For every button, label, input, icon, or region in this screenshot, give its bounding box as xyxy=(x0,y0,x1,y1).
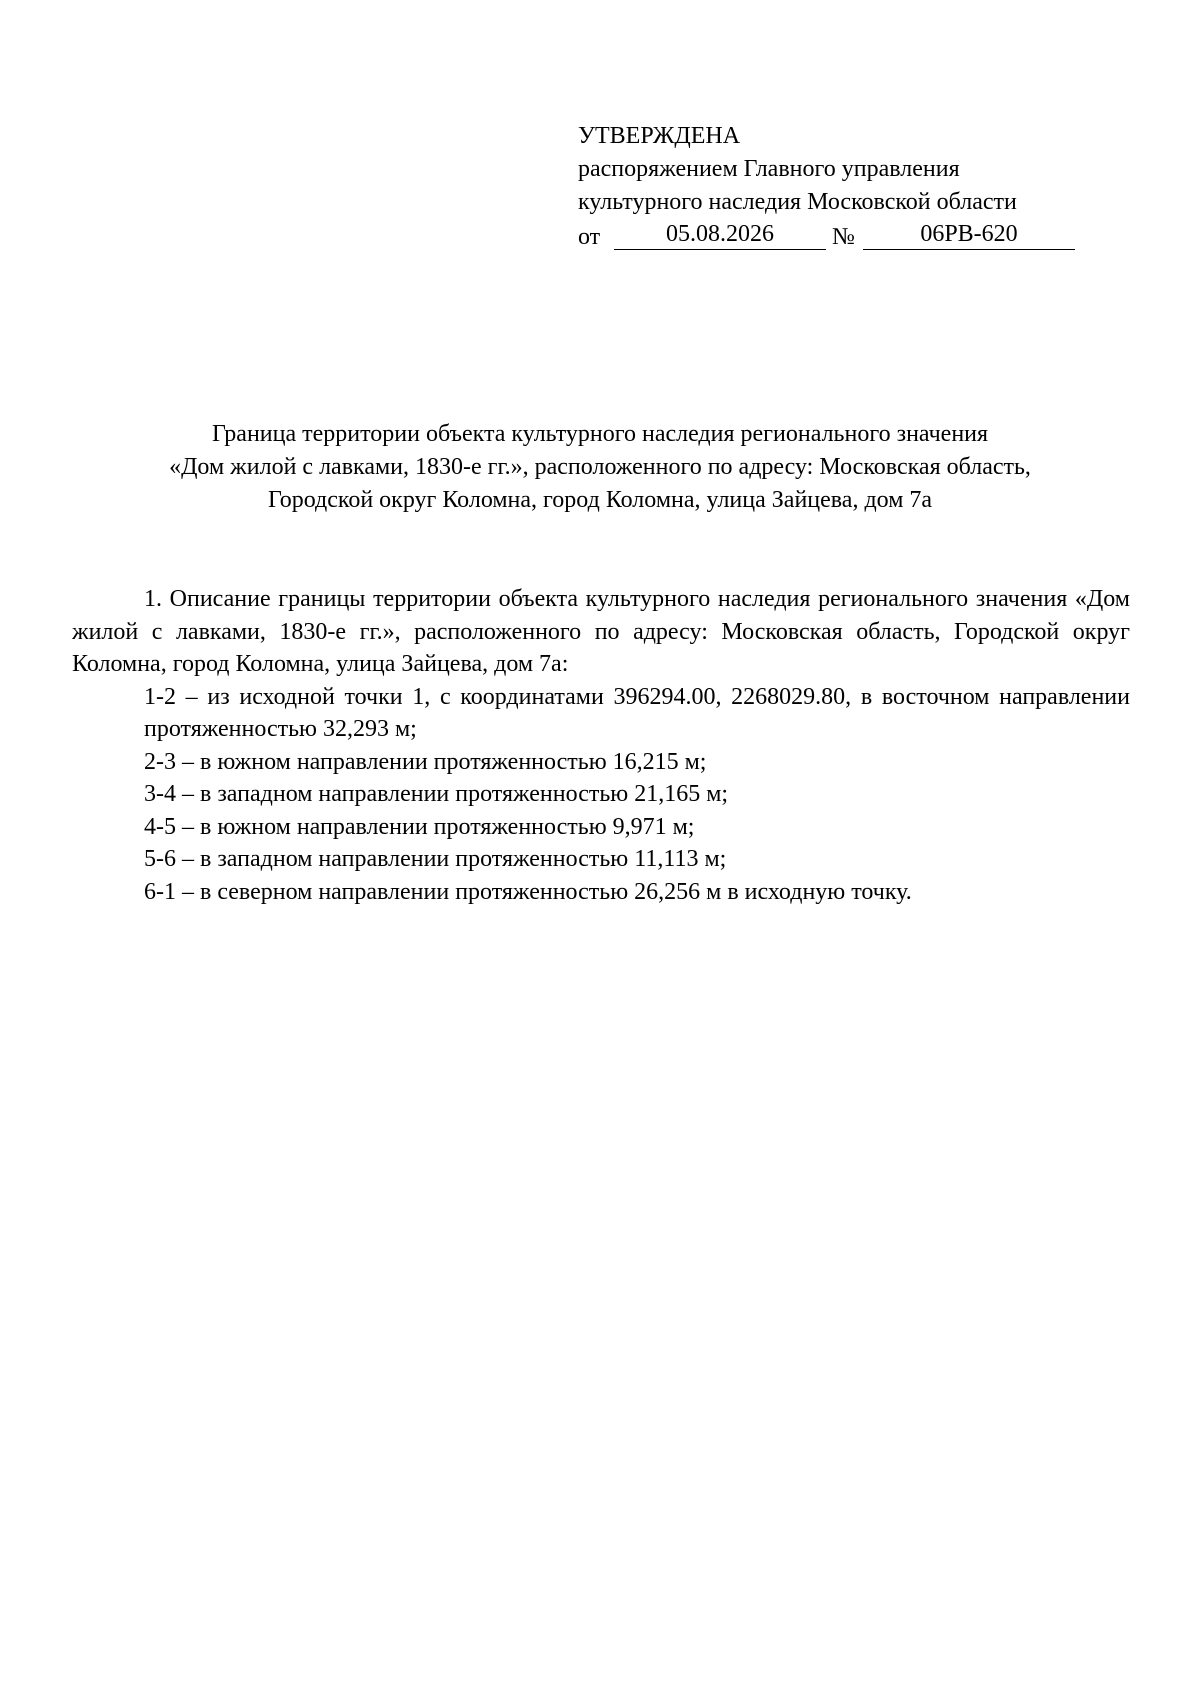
date-label: от xyxy=(578,224,601,250)
segment-item: 2-3 – в южном направлении протяженностью 16,215 м; xyxy=(144,748,707,775)
approval-issuer-line-1: распоряжением Главного управления xyxy=(578,156,960,182)
segment-item: 1-2 – из исходной точки 1, с координатами 396294.00, 2268029.80, в восточном направлении протяженностью 32,293 м; xyxy=(144,683,1130,742)
approval-issuer-line-2: культурного наследия Московской области xyxy=(578,189,1017,215)
document-title xyxy=(60,418,1140,517)
title-line-2: «Дом жилой с лавками, 1830-е гг.», расположенного по адресу: Московская область, xyxy=(169,454,1031,480)
approval-date: 05.08.2026 xyxy=(614,219,826,250)
approval-date-number-line xyxy=(578,219,1098,252)
segment-list xyxy=(72,681,1130,909)
title-line-3: Городской округ Коломна, город Коломна, улица Зайцева, дом 7а xyxy=(267,487,933,513)
boundary-description xyxy=(72,583,1130,908)
approval-heading: УТВЕРЖДЕНА xyxy=(578,123,741,149)
segment-item: 4-5 – в южном направлении протяженностью 9,971 м; xyxy=(144,813,695,840)
number-label: № xyxy=(832,224,855,250)
approval-stamp xyxy=(578,120,1098,252)
approval-number: 06РВ-620 xyxy=(863,219,1075,250)
title-line-1: Граница территории объекта культурного наследия регионального значения xyxy=(211,421,989,447)
segment-item: 3-4 – в западном направлении протяженностью 21,165 м; xyxy=(144,781,729,807)
section-intro: 1. Описание границы территории объекта культурного наследия регионального значения «Дом жилой с лавками, 1830-е гг.», расположенного по адресу: Московская область, Городской округ Коломна, город Коломна, улица Зайцева, дом 7а: xyxy=(72,586,1130,677)
segment-item: 5-6 – в западном направлении протяженностью 11,113 м; xyxy=(144,846,727,872)
segment-item: 6-1 – в северном направлении протяженностью 26,256 м в исходную точку. xyxy=(144,878,912,905)
